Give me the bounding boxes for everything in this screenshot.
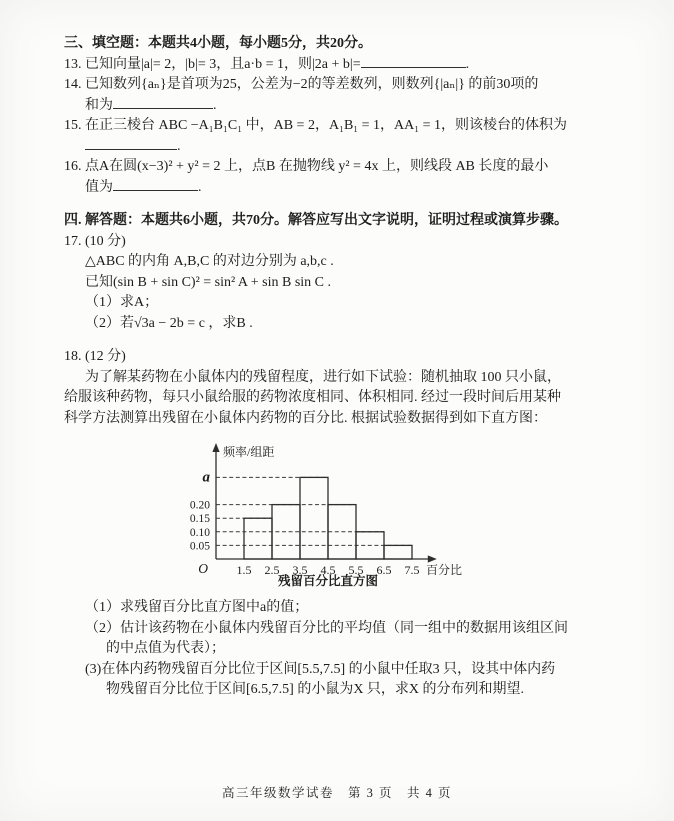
x-tick-label: 3.5 xyxy=(292,563,308,577)
q13-period: . xyxy=(465,56,470,72)
q17-part1: （1）求A； xyxy=(85,295,159,310)
question-14-line1: 14. 已知数列{aₙ}是首项为25，公差为−2的等差数列，则数列{|aₙ|} 的前30项的 xyxy=(64,77,539,92)
x-tick-label: 4.5 xyxy=(320,563,336,577)
q14-answer-blank xyxy=(113,104,213,109)
y-axis-label: 频率/组距 xyxy=(223,445,275,459)
q16-period: . xyxy=(198,179,202,195)
q13-answer-blank xyxy=(361,63,466,68)
q16-answer-blank xyxy=(113,186,198,191)
q17-part2: （2）若√3a − 2b = c ，求B . xyxy=(85,315,253,331)
section-solutions xyxy=(64,211,622,701)
x-tick-label: 6.5 xyxy=(376,563,392,577)
q18-part1: （1）求残留百分比直方图中a的值； xyxy=(85,600,309,615)
q16-prefix: 值为 xyxy=(85,179,113,195)
x-tick-label: 1.5 xyxy=(236,563,252,577)
y-tick-label: 0.15 xyxy=(189,513,210,526)
q14-prefix: 和为 xyxy=(85,97,113,113)
q18-para-line1: 为了解某药物在小鼠体内的残留程度，进行如下试验：随机抽取 100 只小鼠， xyxy=(85,369,561,385)
question-18-number: 18. (12 分) xyxy=(64,349,126,364)
x-tick-label: 2.5 xyxy=(264,563,280,577)
q18-part2-line2: 的中点值为代表）； xyxy=(106,641,225,656)
question-16-line1: 16. 点A在圆(x−3)² + y² = 2 上，点B 在抛物线 y² = 4x 上，则线段 AB 长度的最小 xyxy=(64,159,549,174)
q15-answer-blank xyxy=(85,145,177,150)
q13-text: 13. 已知向量|a|= 2，|b|= 3，且a·b = 1，则|2a + b|= xyxy=(64,56,361,72)
section-fill-in-blanks xyxy=(64,34,622,198)
histogram-bar xyxy=(300,477,328,559)
histogram-figure xyxy=(176,435,622,594)
q18-part3-line2: 物残留百分比位于区间[6.5,7.5] 的小鼠为X 只，求X 的分布列和期望. xyxy=(106,682,525,697)
q18-part2-line1: （2）估计该药物在小鼠体内残留百分比的平均值（同一组中的数据用该组区间 xyxy=(85,620,568,636)
question-15-line2 xyxy=(64,137,622,158)
section3-heading: 三、填空题：本题共4小题，每小题5分，共20分。 xyxy=(64,36,372,51)
x-axis-arrow-icon xyxy=(428,555,437,562)
x-axis-label: 百分比 xyxy=(426,563,463,577)
q18-part3-line1: (3)在体内药物残留百分比位于区间[5.5,7.5] 的小鼠中任取3 只，设其中体内药 xyxy=(85,661,556,677)
histogram-bar xyxy=(384,545,412,559)
question-13 xyxy=(64,55,622,76)
x-tick-label: 7.5 xyxy=(404,563,420,577)
histogram-svg xyxy=(176,435,506,589)
y-tick-label: a xyxy=(202,469,210,486)
question-15-line1: 15. 在正三棱台 ABC −A₁B₁C₁ 中，AB = 2，A₁B₁ = 1，AA₁ = 1，则该棱台的体积为 xyxy=(64,118,568,133)
question-17-number: 17. (10 分) xyxy=(64,233,126,249)
y-axis-arrow-icon xyxy=(212,443,219,452)
y-tick-label: 0.10 xyxy=(189,526,210,539)
section4-heading: 四. 解答题：本题共6小题，共70分。解答应写出文字说明，证明过程或演算步骤。 xyxy=(64,213,568,228)
histogram-bar xyxy=(244,518,272,559)
origin-label: O xyxy=(198,561,208,576)
y-tick-label: 0.05 xyxy=(189,540,210,553)
y-tick-label: 0.20 xyxy=(189,499,210,512)
question-14-line2 xyxy=(64,96,622,117)
q18-para-line3: 科学方法测算出残留在小鼠体内药物的百分比. 根据试验数据得到如下直方图： xyxy=(64,410,547,426)
q14-period: . xyxy=(213,97,217,113)
chart-caption: 残留百分比直方图 xyxy=(277,574,379,588)
x-tick-label: 5.5 xyxy=(348,563,364,577)
q17-line2: 已知(sin B + sin C)² = sin² A + sin B sin C . xyxy=(85,274,332,290)
page-footer: 高三年级数学试卷 第 3 页 共 4 页 xyxy=(221,786,452,800)
q17-line1: △ABC 的内角 A,B,C 的对边分别为 a,b,c . xyxy=(85,254,334,269)
q15-period: . xyxy=(177,138,181,154)
q18-para-line2: 给服该种药物，每只小鼠给服的药物浓度相同、体积相同. 经过一段时间后用某种 xyxy=(64,390,561,405)
question-16-line2 xyxy=(64,178,622,199)
